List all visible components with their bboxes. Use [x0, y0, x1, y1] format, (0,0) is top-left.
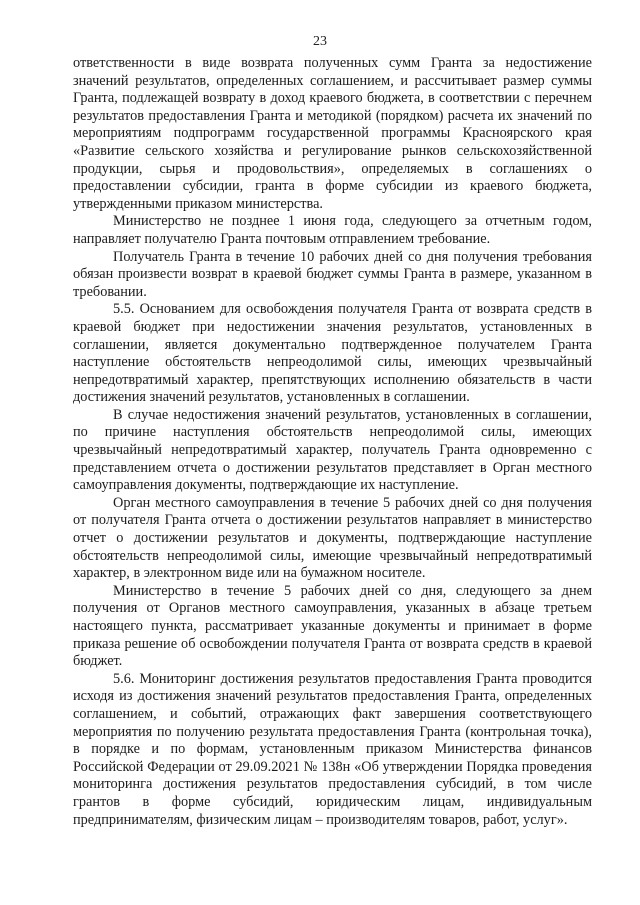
- paragraph: ответственности в виде возврата полученных сумм Гранта за недостижение значений результатов, определенных соглашением, и рассчитывает размер суммы Гранта, подлежащей возврату в доход краевого бюджета, в соответствии с перечнем результатов предоставления Гранта и методикой (порядком) расчета их значений по мероприятиям подпрограмм государственной программы Красноярского края «Развитие сельского хозяйства и регулирование рынков сельскохозяйственной продукции, сырья и продовольствия», определяемых в соглашениях о предоставлении субсидии, гранта в форме субсидии из краевого бюджета, утвержденными приказом министерства.: [73, 55, 592, 212]
- page-number: 23: [313, 34, 327, 49]
- paragraph: 5.5. Основанием для освобождения получателя Гранта от возврата средств в краевой бюджет при недостижении значения результатов, установленных в соглашении, является документально подтвержденное получателем Гранта наступление обстоятельств непреодолимой силы, имеющих чрезвычайный непредотвратимый характер, препятствующих исполнению обязательств в части достижения значений результатов, установленных в соглашении.: [73, 301, 592, 406]
- document-body: [73, 55, 592, 829]
- paragraph: Министерство не позднее 1 июня года, следующего за отчетным годом, направляет получателю Гранта почтовым отправлением требование.: [73, 213, 592, 247]
- paragraph: 5.6. Мониторинг достижения результатов предоставления Гранта проводится исходя из достижения значений результатов предоставления Гранта, определенных соглашением, и событий, отражающих факт завершения соответствующего мероприятия по получению результата предоставления Гранта (контрольная точка), в порядке и по формам, установленным приказом Министерства финансов Российской Федерации от 29.09.2021 № 138н «Об утверждении Порядка проведения мониторинга достижения результатов предоставления субсидий, в том числе грантов в форме субсидий, юридическим лицам, индивидуальным предпринимателям, физическим лицам – производителям товаров, работ, услуг».: [73, 670, 592, 828]
- paragraph: Орган местного самоуправления в течение 5 рабочих дней со дня получения от получателя Гранта отчета о достижении результатов направляет в министерство отчет о достижении результатов и документы, подтверждающие наступление обстоятельств непреодолимой силы, имеющие чрезвычайный непредотвратимый характер, в электронном виде или на бумажном носителе.: [73, 494, 592, 582]
- paragraph: Получатель Гранта в течение 10 рабочих дней со дня получения требования обязан произвести возврат в краевой бюджет суммы Гранта в размере, указанном в требовании.: [73, 248, 592, 300]
- paragraph: В случае недостижения значений результатов, установленных в соглашении, по причине наступления обстоятельств непреодолимой силы, имеющих чрезвычайный непредотвратимый характер, получатель Гранта одновременно с представлением отчета о достижении результатов представляет в Орган местного самоуправления документы, подтверждающие их наступление.: [73, 406, 592, 494]
- paragraph: Министерство в течение 5 рабочих дней со дня, следующего за днем получения от Органов местного самоуправления, указанных в абзаце третьем настоящего пункта, рассматривает указанные документы и принимает в форме приказа решение об освобождении получателя Гранта от возврата средств в краевой бюджет.: [73, 582, 592, 670]
